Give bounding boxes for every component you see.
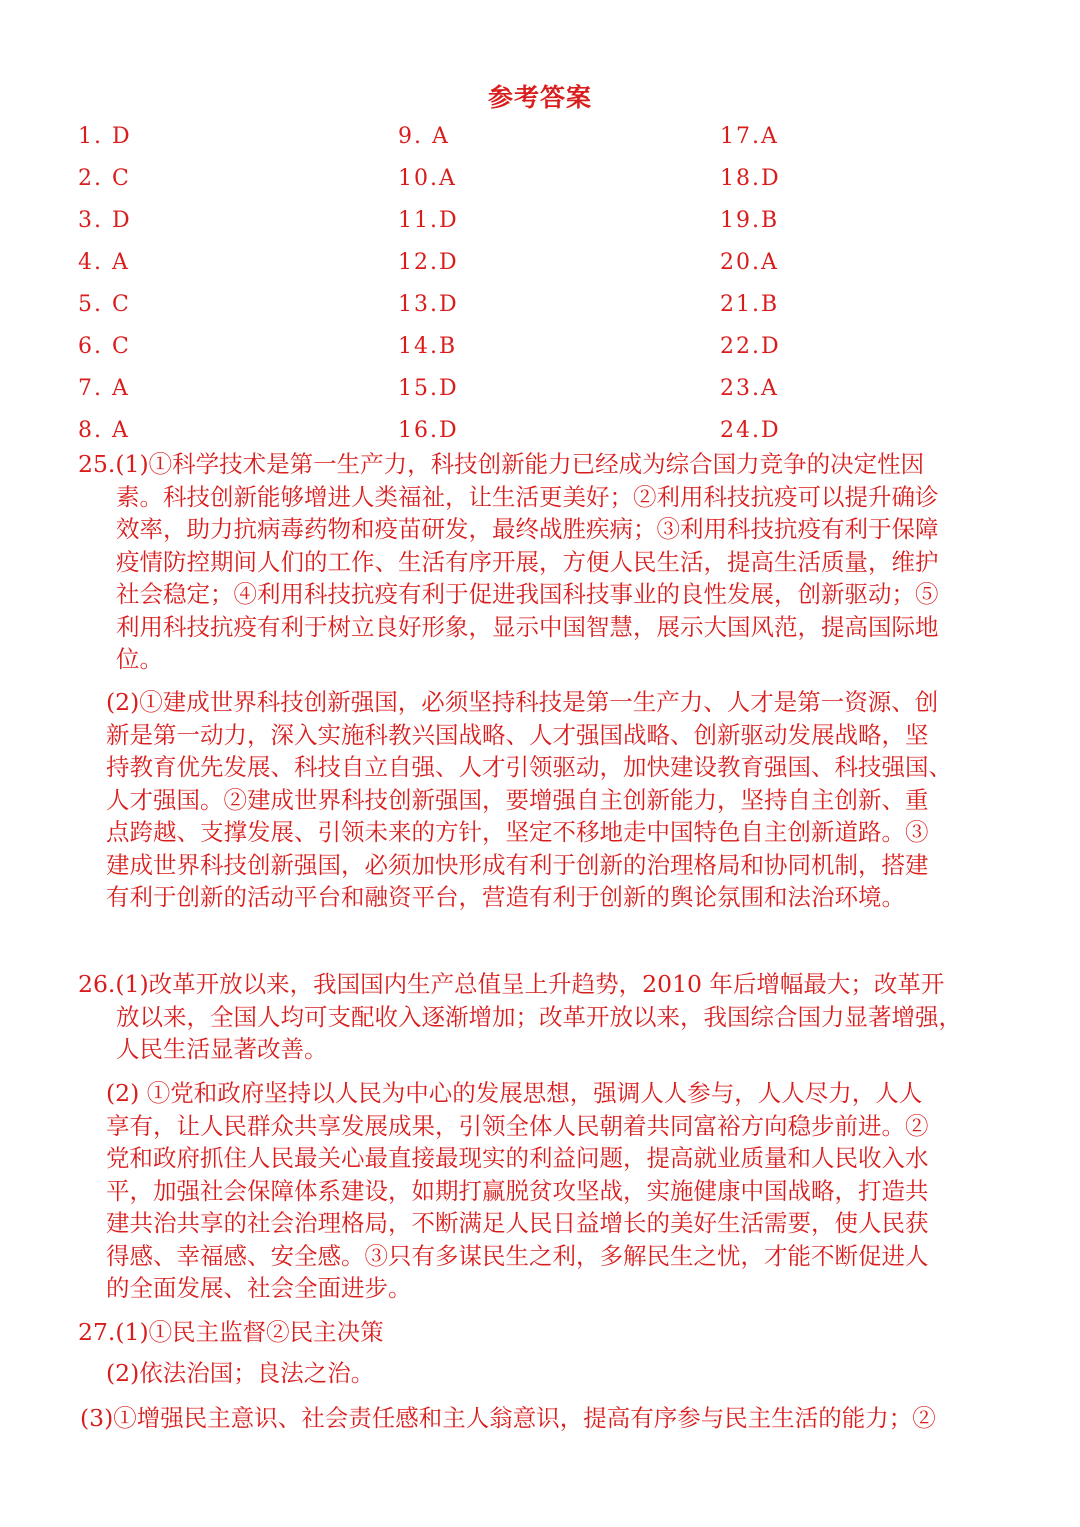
mc-answer-9: 9. A [398, 124, 450, 149]
page-title: 参考答案 [487, 83, 592, 112]
q25-part1-line: 疫情防控期间人们的工作、生活有序开展，方便人民生活，提高生活质量，维护 [116, 547, 939, 576]
q27-part3 [80, 1402, 936, 1435]
q27-part2 [106, 1357, 374, 1390]
q26-part2-line: (2) ①党和政府坚持以人民为中心的发展思想，强调人人参与，人人尽力，人人 [106, 1079, 923, 1107]
mc-answer-11: 11.D [398, 208, 459, 233]
q27-part1-line: 27.(1)①民主监督②民主决策 [78, 1318, 384, 1346]
mc-answer-22: 22.D [720, 334, 781, 359]
mc-answer-21: 21.B [720, 292, 780, 317]
mc-answer-17: 17.A [720, 124, 779, 149]
q25-part1-line: 素。科技创新能够增进人类福祉，让生活更美好；②利用科技抗疫可以提升确诊 [116, 482, 939, 511]
mc-answer-1: 1. D [78, 124, 132, 149]
mc-answer-16: 16.D [398, 418, 459, 443]
mc-answer-8: 8. A [78, 418, 130, 443]
mc-answer-6: 6. C [78, 334, 131, 359]
q25-part2-line: 持教育优先发展、科技自立自强、人才引领驱动，加快建设教育强国、科技强国、 [106, 753, 952, 781]
q25-part2-line: 点跨越、支撑发展、引领未来的方针，坚定不移地走中国特色自主创新道路。③ [106, 818, 929, 846]
q25-part1-line: 利用科技抗疫有利于树立良好形象，显示中国智慧，展示大国风范，提高国际地 [116, 612, 939, 641]
q25-part1 [78, 448, 939, 676]
mc-answer-24: 24.D [720, 418, 781, 443]
q26-part1-line: 放以来，全国人均可支配收入逐渐增加；改革开放以来，我国综合国力显著增强， [116, 1002, 962, 1031]
mc-answer-7: 7. A [78, 376, 130, 401]
mc-answer-4: 4. A [78, 250, 130, 275]
q27-part3-line: (3)①增强民主意识、社会责任感和主人翁意识，提高有序参与民主生活的能力；② [80, 1404, 936, 1432]
q26-part2-line: 得感、幸福感、安全感。③只有多谋民生之利，多解民生之忧，才能不断促进人 [106, 1241, 929, 1270]
q25-part1-line: 位。 [116, 645, 163, 673]
q26-part1 [78, 968, 962, 1066]
q25-part2-line: 建成世界科技创新强国，必须加快形成有利于创新的治理格局和协同机制，搭建 [106, 850, 929, 879]
q25-part2-line: (2)①建成世界科技创新强国，必须坚持科技是第一生产力、人才是第一资源、创 [106, 688, 939, 716]
q26-part2-line: 的全面发展、社会全面进步。 [106, 1274, 412, 1302]
q26-part1-line: 人民生活显著改善。 [116, 1035, 328, 1063]
q27-part1 [78, 1316, 384, 1349]
mc-answer-23: 23.A [720, 376, 779, 401]
mc-answer-12: 12.D [398, 250, 459, 275]
mc-answer-10: 10.A [398, 166, 457, 191]
q25-part1-line: 社会稳定；④利用科技抗疫有利于促进我国科技事业的良性发展，创新驱动；⑤ [116, 580, 939, 608]
q25-part2-line: 有利于创新的活动平台和融资平台，营造有利于创新的舆论氛围和法治环境。 [106, 883, 905, 911]
q25-part2-line: 人才强国。②建成世界科技创新强国，要增强自主创新能力，坚持自主创新、重 [106, 785, 929, 814]
q26-part2 [106, 1077, 929, 1305]
mc-answer-14: 14.B [398, 334, 458, 359]
mc-answer-18: 18.D [720, 166, 781, 191]
mc-answer-5: 5. C [78, 292, 131, 317]
q26-part2-line: 党和政府抓住人民最关心最直接最现实的利益问题，提高就业质量和人民收入水 [106, 1144, 929, 1172]
mc-answer-19: 19.B [720, 208, 780, 233]
q26-part2-line: 建共治共享的社会治理格局，不断满足人民日益增长的美好生活需要，使人民获 [106, 1209, 929, 1237]
q26-part2-line: 平，加强社会保障体系建设，如期打赢脱贫攻坚战，实施健康中国战略，打造共 [106, 1176, 929, 1205]
q25-part1-line: 25.(1)①科学技术是第一生产力，科技创新能力已经成为综合国力竞争的决定性因 [78, 450, 925, 478]
mc-answer-20: 20.A [720, 250, 779, 275]
q25-part2-line: 新是第一动力，深入实施科教兴国战略、人才强国战略、创新驱动发展战略，坚 [106, 720, 929, 749]
q27-part2-line: (2)依法治国；良法之治。 [106, 1359, 375, 1387]
q25-part1-line: 效率，助力抗病毒药物和疫苗研发，最终战胜疾病；③利用科技抗疫有利于保障 [116, 515, 939, 543]
q25-part2 [106, 686, 952, 914]
q26-part1-line: 26.(1)改革开放以来，我国国内生产总值呈上升趋势，2010 年后增幅最大；改革开 [78, 970, 945, 998]
mc-answer-15: 15.D [398, 376, 459, 401]
mc-answer-13: 13.D [398, 292, 459, 317]
mc-answer-2: 2. C [78, 166, 131, 191]
q26-part2-line: 享有，让人民群众共享发展成果，引领全体人民朝着共同富裕方向稳步前进。② [106, 1111, 929, 1140]
mc-answer-3: 3. D [78, 208, 132, 233]
